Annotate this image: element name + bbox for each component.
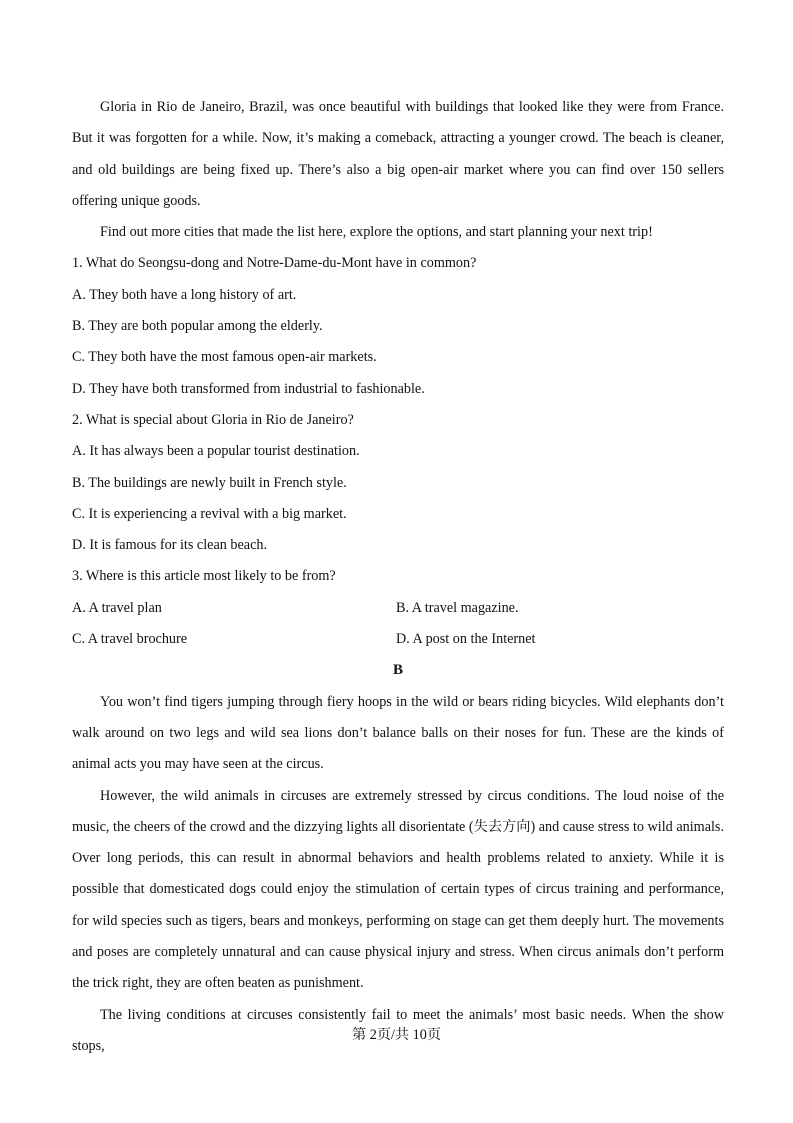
page-content bbox=[72, 92, 724, 1062]
question-3-option-a: A. A travel plan bbox=[72, 599, 162, 616]
passage-b-title: B bbox=[392, 662, 403, 679]
question-1-option-b: B. They are both popular among the elderly. bbox=[72, 318, 323, 335]
question-2-option-d: D. It is famous for its clean beach. bbox=[72, 537, 268, 554]
passage-a-paragraph-2: Find out more cities that made the list here, explore the options, and start planning your next trip! bbox=[100, 224, 653, 241]
passage-b-paragraph-3: The living conditions at circuses consistently fail to meet the animals’ most basic needs. When the show stops, bbox=[72, 1006, 724, 1054]
passage-b-paragraph-1: You won’t find tigers jumping through fiery hoops in the wild or bears riding bicycles. Wild elephants don’t walk around on two legs and wild sea lions don’t balance balls on their noses for fun. These are the kinds of animal acts you may have seen at the circus. bbox=[72, 693, 724, 773]
passage-a-paragraph-1: Gloria in Rio de Janeiro, Brazil, was once beautiful with buildings that looked like they were from France. But it was forgotten for a while. Now, it’s making a comeback, attracting a younger crowd. The beach is cleaner, and old buildings are being fixed up. There’s also a big open-air market where you can find over 150 sellers offering unique goods. bbox=[72, 99, 724, 209]
question-2-stem: 2. What is special about Gloria in Rio de Janeiro? bbox=[72, 411, 354, 428]
question-3-option-b: B. A travel magazine. bbox=[396, 599, 519, 616]
question-1-stem: 1. What do Seongsu-dong and Notre-Dame-du-Mont have in common? bbox=[72, 255, 477, 272]
question-2-option-b: B. The buildings are newly built in French style. bbox=[72, 474, 347, 491]
question-3-option-c: C. A travel brochure bbox=[72, 631, 188, 648]
question-1-option-a: A. They both have a long history of art. bbox=[72, 286, 297, 303]
question-3-stem: 3. Where is this article most likely to be from? bbox=[72, 568, 336, 585]
question-1-option-d: D. They have both transformed from industrial to fashionable. bbox=[72, 380, 425, 397]
question-2-option-a: A. It has always been a popular tourist destination. bbox=[72, 443, 360, 460]
question-3-options-row-2 bbox=[72, 624, 724, 655]
question-1-option-c: C. They both have the most famous open-air markets. bbox=[72, 349, 377, 366]
page-number-footer: 第 2页/共 10页 bbox=[351, 1027, 442, 1043]
question-3-option-d: D. A post on the Internet bbox=[396, 631, 536, 648]
question-2-option-c: C. It is experiencing a revival with a big market. bbox=[72, 505, 347, 522]
question-3-options-row-1 bbox=[72, 593, 724, 624]
passage-b-paragraph-2: However, the wild animals in circuses are extremely stressed by circus conditions. The loud noise of the music, the cheers of the crowd and the dizzying lights all disorientate (失去方向) and cause stress to wild animals. Over long periods, this can result in abnormal behaviors and health problems related to anxiety. While it is possible that domesticated dogs could enjoy the stimulation of certain types of circus training and performance, for wild species such as tigers, bears and monkeys, performing on stage can get them deeply hurt. The movements and poses are completely unnatural and can cause physical injury and stress. When circus animals don’t perform the trick right, they are often beaten as punishment. bbox=[72, 787, 724, 992]
